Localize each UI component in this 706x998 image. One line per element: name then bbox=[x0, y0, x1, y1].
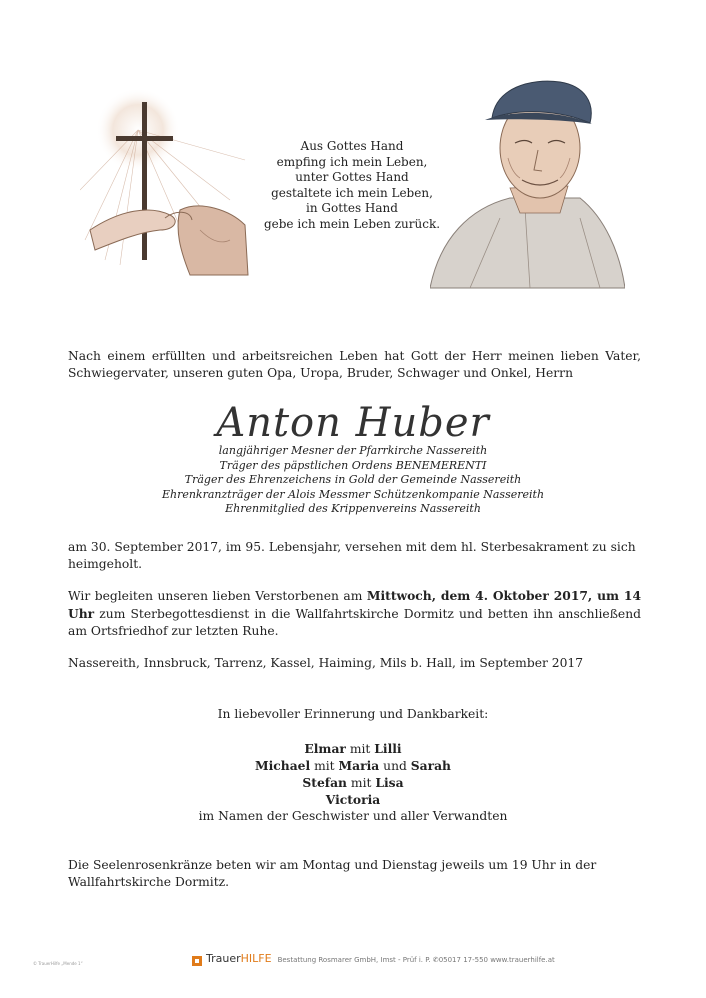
funeral-info bbox=[68, 587, 641, 640]
mourner-name: Lilli bbox=[374, 741, 402, 756]
mourner-conj: mit bbox=[310, 759, 339, 773]
rosary-info: Die Seelenrosenkränze beten wir am Montag und Dienstag jeweils um 19 Uhr in der Wallfahrtskirche Dormitz. bbox=[68, 858, 597, 889]
portrait-illustration bbox=[430, 78, 625, 298]
cross-hands-illustration bbox=[80, 90, 255, 280]
deceased-name: Anton Huber bbox=[216, 400, 490, 446]
mourner-conj: mit bbox=[347, 776, 376, 790]
funeral-text-after: zum Sterbegottesdienst in die Wallfahrtskirche Dormitz und betten ihn anschließend am Ortsfriedhof zur letzten Ruhe. bbox=[68, 607, 641, 638]
mourner-name: Sarah bbox=[410, 758, 452, 773]
intro-text: Nach einem erfüllten und arbeitsreichen Leben hat Gott der Herr meinen lieben Vater, Schwiegervater, unseren guten Opa, Uropa, Bruder, Schwager und Onkel, Herrn bbox=[68, 349, 641, 380]
funeral-text-before: Wir begleiten unseren lieben Verstorbenen am bbox=[68, 589, 367, 603]
mourners-line bbox=[0, 740, 706, 758]
honor-line: langjähriger Mesner der Pfarrkirche Nassereith bbox=[218, 444, 488, 457]
mourners-line bbox=[0, 791, 706, 809]
death-statement: am 30. September 2017, im 95. Lebensjahr, versehen mit dem hl. Sterbesakrament zu sich heimgeholt. bbox=[68, 540, 636, 571]
honor-line: Ehrenmitglied des Krippenvereins Nassereith bbox=[225, 502, 481, 515]
mourners-line bbox=[0, 774, 706, 792]
poem-line: gebe ich mein Leben zurück. bbox=[263, 216, 441, 231]
poem-line: gestaltete ich mein Leben, bbox=[271, 185, 433, 200]
honor-line: Ehrenkranzträger der Alois Messmer Schützenkompanie Nassereith bbox=[161, 487, 545, 501]
mourner-name: Stefan bbox=[302, 775, 347, 790]
mourners-intro: In liebevoller Erinnerung und Dankbarkeit: bbox=[217, 707, 489, 721]
poem-line: in Gottes Hand bbox=[306, 201, 398, 215]
honor-line: Träger des Ehrenzeichens in Gold der Gemeinde Nassereith bbox=[184, 473, 522, 486]
mourners-closing: im Namen der Geschwister und aller Verwandten bbox=[198, 809, 508, 823]
mourner-name: Michael bbox=[254, 758, 311, 773]
mourner-conj: und bbox=[379, 759, 411, 773]
mourners-line bbox=[0, 757, 706, 775]
poem-line: Aus Gottes Hand bbox=[300, 139, 404, 153]
brand-part: Trauer bbox=[206, 952, 241, 965]
poem-line: empfing ich mein Leben, bbox=[276, 154, 428, 169]
mourner-name: Lisa bbox=[375, 775, 404, 790]
poem bbox=[252, 139, 452, 232]
funeral-date: Mittwoch, dem 4. Oktober 2017, um 14 Uhr bbox=[68, 588, 641, 621]
honors-list bbox=[0, 444, 706, 517]
honor-line: Träger des päpstlichen Ordens BENEMERENTI bbox=[219, 458, 487, 472]
mourner-name: Elmar bbox=[304, 741, 346, 756]
footer-company: Bestattung Rosmarer GmbH, Imst - Prüf i. P. ✆05017 17-550 www.trauerhilfe.at bbox=[277, 956, 555, 964]
footer bbox=[192, 952, 555, 965]
poem-line: unter Gottes Hand bbox=[295, 170, 409, 184]
mourner-conj: mit bbox=[345, 742, 375, 756]
footer-brand bbox=[206, 952, 272, 965]
mourner-name: Victoria bbox=[325, 792, 381, 807]
copyright-note: © TrauerHilfe „Mende 1“ bbox=[33, 961, 83, 966]
brand-part-highlight: HILFE bbox=[240, 952, 272, 965]
mourner-name: Maria bbox=[338, 758, 380, 773]
places-date: Nassereith, Innsbruck, Tarrenz, Kassel, Haiming, Mils b. Hall, im September 2017 bbox=[68, 656, 584, 670]
